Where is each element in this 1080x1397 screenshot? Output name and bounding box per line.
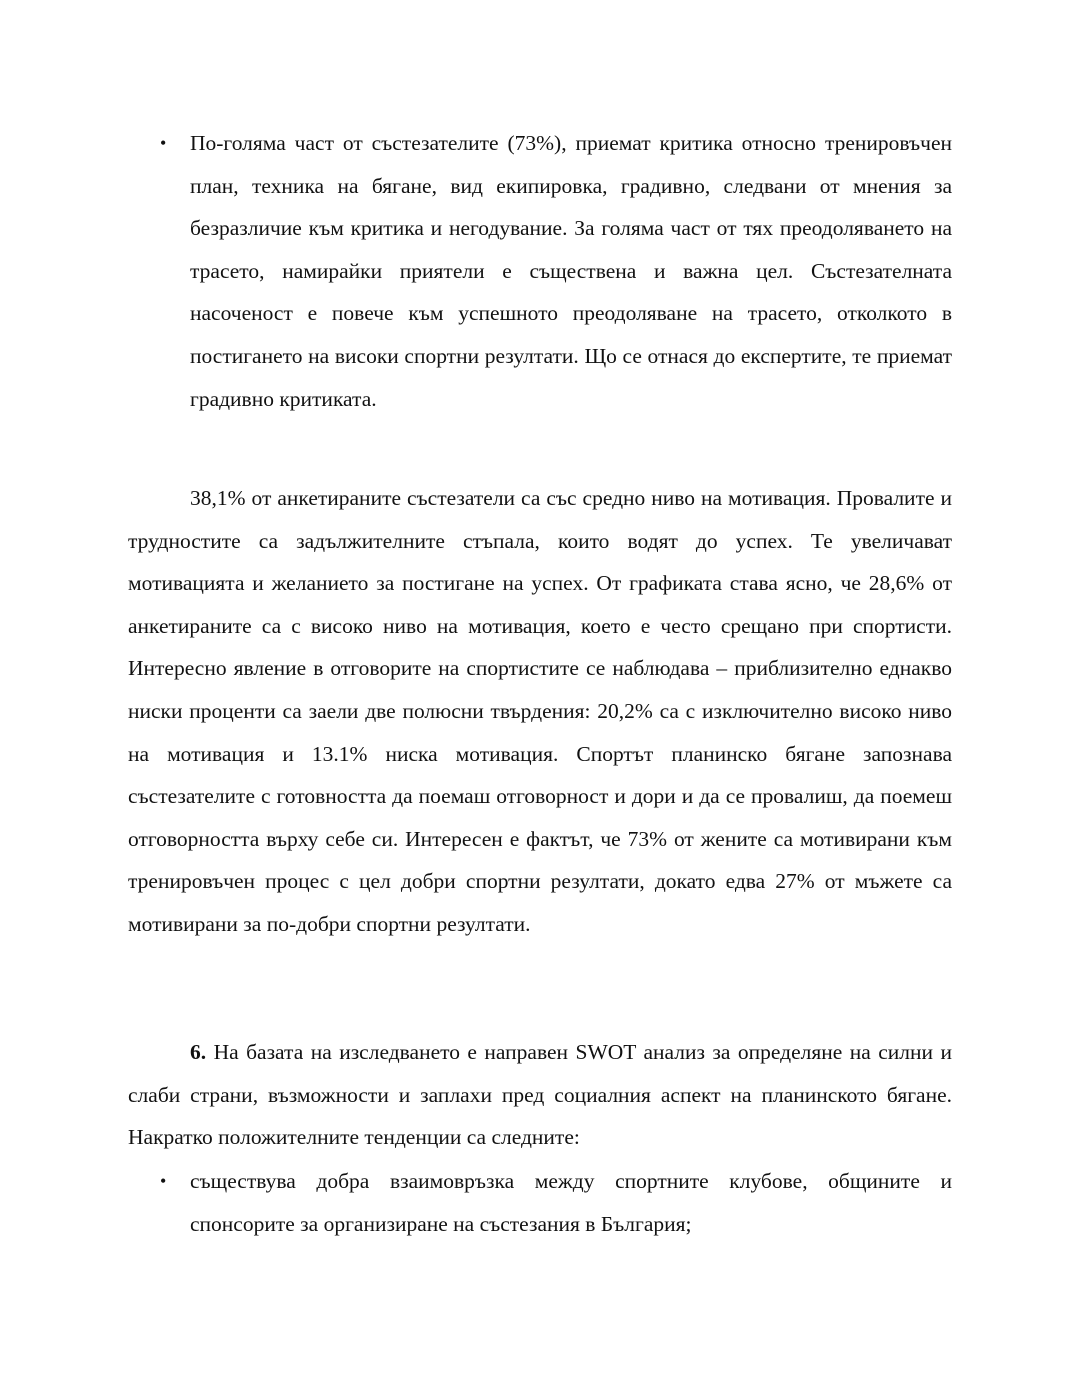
bullet-text-cooperation: съществува добра взаимовръзка между спортните клубове, общините и спонсорите за организиране на състезания в България; (190, 1169, 952, 1236)
paragraph-number: 6. (190, 1040, 207, 1064)
bullet-text-criticism: По-голяма част от състезателите (73%), приемат критика относно тренировъчен план, техника на бягане, вид екипировка, градивно, следвани от мнения за безразличие към критика и негодувание. За голяма част от тях преодоляването на трасето, намирайки приятели е съществена и важна цел. Състезателната насоченост е повече към успешното преодоляване на трасето, отколкото в постигането на високи спортни резултати. Що се отнася до експертите, те приемат градивно критиката. (190, 131, 952, 411)
paragraph-swot-text: На базата на изследването е направен SWOT анализ за определяне на силни и слаби страни, възможности и заплахи пред социалния аспект на планинското бягане. Накратко положителните тенденции са следните: (128, 1040, 952, 1150)
bullet-marker: • (160, 1171, 167, 1191)
paragraph-swot (128, 1031, 952, 1159)
bullet-marker: • (160, 133, 167, 153)
paragraph-motivation: 38,1% от анкетираните състезатели са със средно ниво на мотивация. Провалите и трудностите са задължителните стъпала, които водят до успех. Те увеличават мотивацията и желанието за постигане на успех. От графиката става ясно, че 28,6% от анкетираните са с високо ниво на мотивация, което е често срещано при спортисти. Интересно явление в отговорите на спортистите се наблюдава – приблизително еднакво ниски проценти са заели две полюсни твърдения: 20,2% са с изключително високо ниво на мотивация и 13.1% ниска мотивация. Спортът планинско бягане запознава състезателите с готовността да поемаш отговорност и дори и да се провалиш, да поемеш отговорността върху себе си. Интересен е фактът, че 73% от жените са мотивирани към тренировъчен процес с цел добри спортни резултати, докато едва 27% от мъжете са мотивирани за по-добри спортни резултати. (128, 486, 952, 936)
